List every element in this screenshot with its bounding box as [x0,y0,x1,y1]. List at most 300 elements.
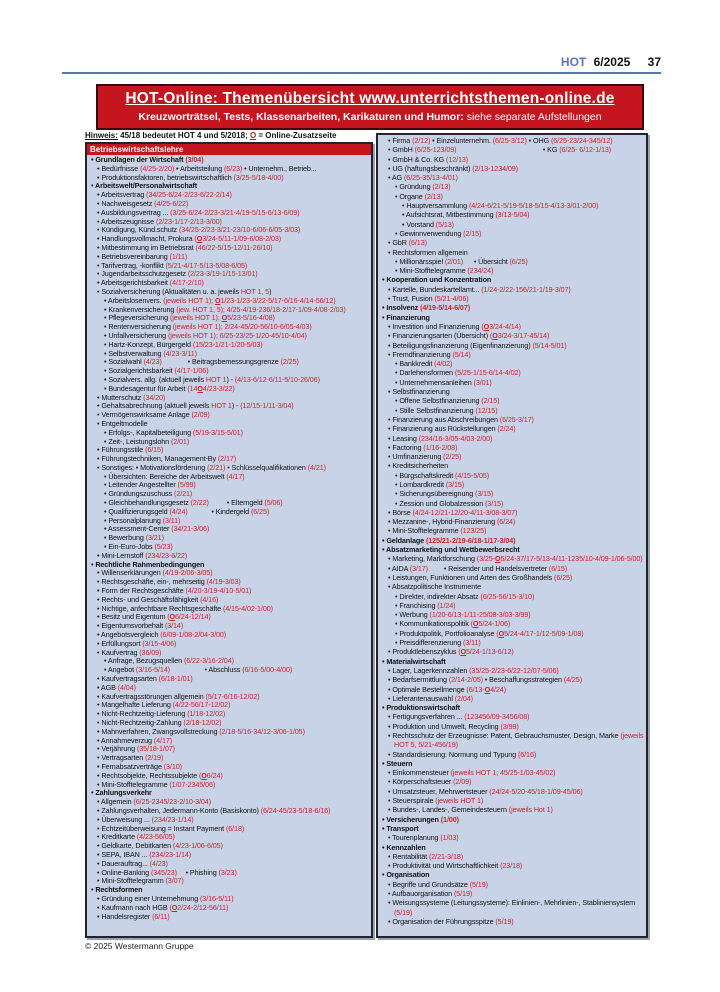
issue-reference: (234/23-1/14) [149,849,192,859]
topic-text: • GmbH [388,145,415,155]
topic-text: • GmbH & Co. KG [388,154,447,164]
topic-text: • Gründung [395,182,433,192]
topic-text: • Produktion und Umwelt, Recycling [388,721,501,731]
topic-text: • Mini-Lernstoff [97,550,146,560]
topic-text: • Assessment-Center [104,524,172,534]
topic-text: • Versicherungen [382,814,441,824]
topic-text: • Arbeitsteilung [174,163,225,173]
topic-text: • Fremdfinanzierung [388,349,453,359]
issue-reference: (6/25-3/12) [492,136,527,145]
topic-text: • Produktionswirtschaft [382,703,461,713]
toc-line [380,182,644,191]
issue-reference: ( [169,902,172,912]
topic-text: • Organisation der Führungsspitze [388,916,496,926]
topic-text: • Leasing [388,433,419,443]
topic-text: • Rechtsformen allgemein [388,247,468,257]
topic-text: • Bundesagentur für Arbeit [104,383,188,393]
topic-text: • Produktpolitik, Portfolioanalyse [395,628,497,638]
topic-text: • Millionärsspiel [395,256,445,266]
toc-line [380,833,644,842]
issue-reference: (34/25-2/23-3/21-23/10-6/06-6/05-3/03) [178,225,301,235]
topic-text: • Absatzmarketing und Wettbewerbsrecht [382,545,520,555]
title-banner [96,84,644,130]
issue-reference: (6/25- 6/12-1/13) [559,145,612,155]
topic-text: • Standardisierung: Normung und Typung [388,749,518,759]
topic-text: • Beteiligungsfinanzierung (Eigenfinanzierung) [388,340,533,350]
issue-reference: (5/23) [154,542,173,552]
issue-reference: (2/13-1234/09) [472,163,518,173]
toc-line [380,471,644,480]
issue-reference: (3/11) [162,515,181,525]
topic-text: • Sozialwahl [104,357,144,367]
hint-note [85,131,336,140]
issue-reference: (6/15) [548,563,568,573]
hint-label: Hinweis: [85,131,118,140]
topic-text: • Franchising [395,600,438,610]
issue-reference: (15/23-1/21-1/20-5/03) [192,339,263,349]
toc-line [380,712,644,721]
toc-line [380,554,644,563]
issue-reference: O [201,770,207,780]
topic-text: • Investition und Finanzierung [388,321,482,331]
issue-reference: (4/16) [200,594,219,604]
topic-text: • Mini-Stofftelegramme [388,526,461,536]
issue-reference: HOT 1, 5 [240,286,270,296]
issue-reference: (6/24-45/23-5/18-6/16) [260,805,331,815]
toc-line [380,489,644,498]
topic-text: • Produktlebenszyklus [388,647,459,657]
issue-reference: (5/21-4/06) [434,294,469,304]
issue-reference: (4/25) [563,675,582,685]
issue-reference: (234/23-1/14) [151,814,194,824]
topic-text: • Gründungszuschuss [104,489,175,499]
topic-text: • GbR [388,238,409,248]
topic-text: • Mini-Stofftelegramme [395,266,468,276]
toc-line [380,350,644,359]
topic-text: • Mutterschutz [97,392,144,402]
topic-text: • Einzelunternehm. [430,136,493,145]
issue-reference: (4/15-4/02-1/00) [222,603,273,613]
topic-text: • Kaufvertrag [97,647,140,657]
issue-reference: O [472,619,479,629]
topic-text: • Elterngeld [226,498,265,508]
topic-text: • Bürgschaftskredit [395,470,456,480]
issue-reference: (4/25-6/22) [154,198,189,208]
topic-text: • Geldkarte, Debitkarten [97,841,173,851]
toc-line [380,619,644,628]
topic-text: • Nichtige, anfechtbare Rechtsgeschäfte [97,603,223,613]
toc-line [380,201,644,210]
topic-text: • Übersichten: Bereiche der Arbeitswelt [104,471,227,481]
issue-reference: (3/25-5/18-4/00) [233,172,284,182]
issue-reference: (6/24) [496,517,516,527]
topic-text: • Vertragsarten [97,753,146,763]
toc-line [380,824,644,833]
topic-text: • Gründung einer Unternehmung [97,893,201,903]
toc-line [380,406,644,415]
issue-reference: (2/15) [463,228,482,238]
issue-reference: (3/17) [409,563,428,573]
topic-text: • Krankenversicherung [104,304,177,314]
issue-reference: (125/21-2/19-6/18-1/17-3/04) [425,535,516,545]
issue-reference: (123456/09-3456/08) [464,712,530,722]
brand-label: HOT [560,55,587,69]
issue-reference: (4/13-6/12-6/11-5/10-26/06) [234,374,320,384]
issue-reference: (3/04) [185,155,204,164]
topic-text: • Bankkredit [395,359,435,369]
topic-text: • Allgemein [97,797,134,807]
topic-text: • Umsatzsteuer, Mehrwertsteuer [388,786,490,796]
toc-line [380,517,644,526]
topic-text: • Tarifvertrag, -konflikt [97,260,166,270]
topic-text: • Sozialvers. allg. (aktuell jeweils [104,374,206,384]
topic-text: • Annahmeverzug [97,735,154,745]
issue-reference: O [221,313,228,323]
issue-reference: (6/25) [554,572,573,582]
issue-reference: (4/17) [153,735,173,745]
topic-text: • Fertigungsverfahren ... [388,712,465,722]
topic-text: • Darlehensformen [395,368,455,378]
topic-text: • Marketing, Marktforschung [388,554,477,564]
toc-line [380,582,644,591]
toc-line [380,898,644,917]
topic-text: • Kennzahlen [382,842,426,852]
topic-text: • KG [542,145,560,155]
issue-reference: (2/14-2/05) [448,675,483,685]
issue-reference: O [197,383,203,393]
issue-reference: (jeweils HOT 1); [163,295,215,305]
issue-reference: (2/13) [432,182,451,192]
toc-line [380,601,644,610]
issue-reference: (6/25-35/13-4/01) [404,173,458,183]
topic-text: • Direkter, indirekter Absatz [395,591,481,601]
issue-reference: (2/01) [170,436,190,446]
topic-text: • Rechtsschutz der Erzeugnisse: Patent, Gebrauchsmuster, Design, Marke [388,731,621,740]
toc-line [380,731,644,750]
issue-reference: (5/25-1/15-6/14-4/02) [454,368,521,378]
issue-reference: (2/18-5/16-34/12-3/06-1/05) [219,726,305,736]
toc-line [380,424,644,433]
toc-line [380,275,644,284]
toc-line [380,164,644,173]
issue-reference: (6/25-56/15-3/10) [480,591,535,601]
topic-text: • Firma [388,136,413,145]
issue-reference: (4/17) [226,471,245,481]
header-rule [62,72,661,74]
toc-line [380,415,644,424]
issue-reference: 5/24-1/13-6/12) [466,647,514,657]
topic-text: • Optimale Bestellmenge [388,684,467,694]
toc-line [380,341,644,350]
issue-reference: (6/25-23/24-345/12) [550,136,613,145]
topic-text: • UG (haftungsbeschränkt) [388,163,473,173]
issue-reference: (6/25) [250,506,270,516]
issue-reference: ( [489,331,493,341]
topic-text: • Angebotsvergleich [97,630,161,640]
topic-text: • Reisender und Handelsvertreter [443,563,549,573]
topic-text: • Werbung [395,610,430,620]
issue-reference: 3/24-5/11-1/09-6/08-2/03) [202,234,282,244]
toc-line [380,917,644,926]
issue-reference: ( [199,770,202,780]
topic-text: • Arbeitsgerichtsbarkeit [97,278,170,288]
issue-reference: (3/07) [165,876,184,886]
issue-reference: O [169,612,176,622]
toc-line [380,592,644,601]
toc-line [380,313,644,322]
topic-text: • Dauerauftrag... [97,858,150,868]
issue-reference: (2/12) [412,136,431,145]
toc-line [380,285,644,294]
topic-text: • Kommunikationspolitik [395,619,471,629]
toc-line [380,777,644,786]
topic-text: • Mini-Stofftelegramme [97,779,170,789]
issue-reference: (46/22-5/15-12/11-26/10) [195,242,273,252]
issue-reference: (3/15) [475,489,494,499]
issue-label: 6/2025 [593,55,631,69]
topic-text: • Fernabsatzverträge [97,761,164,771]
issue-reference: (1/20-6/13-1/11-25/08-3/03-3/99) [429,610,531,620]
toc-line [380,694,644,703]
topic-text: • Kartelle, Bundeskartellamt... [388,284,482,294]
issue-reference: (3/15) [485,498,504,508]
issue-reference: (5/99) [177,480,196,490]
issue-reference: (12/15) [475,405,498,415]
topic-text: • Besitz und Eigentum [97,612,168,622]
toc-line [380,294,644,303]
toc-line [380,461,644,470]
topic-text: • Angebot [104,665,136,675]
issue-reference: (3/16-5/14) [135,665,170,675]
issue-reference: O [498,628,505,638]
toc-line [380,703,644,712]
toc-line [89,913,369,922]
issue-reference: (6/15) [145,445,164,455]
issue-reference: (3/25- [476,554,495,564]
topic-text: • Transport [382,823,419,833]
toc-line [380,545,644,554]
issue-reference: (4/19-5/14-6/07) [420,303,471,313]
topic-text: • Zeit-, Leistungslohn [104,436,171,446]
toc-line [380,759,644,768]
topic-text: • Absatzpolitische Instrumente [388,582,482,592]
issue-reference: (6/09-1/08-2/04-3/00) [160,630,227,640]
toc-line [380,647,644,656]
section-title-bar: Betriebswirtschaftslehre [87,144,371,155]
right-topic-list [378,135,646,926]
topic-text: • Führungstechniken, Management-By [97,454,218,464]
issue-reference: (jeweils HOT 1); 6/25-23/25-1/20-45/10-4/04) [167,330,307,340]
topic-text: • Finanzierung aus Rückstellungen [388,424,498,434]
toc-line [380,220,644,229]
toc-line [380,870,644,879]
topic-text: • SEPA, IBAN ... [97,849,150,859]
topic-text: • Factoring [388,442,424,452]
topic-text: • Unfallversicherung [104,330,168,340]
topic-text: • AIDA [388,563,410,573]
issue-reference: (6/11) [152,911,170,921]
hint-online-marker: O [249,131,257,140]
topic-text: • Phishing [185,867,219,877]
issue-reference: (14 [187,383,198,393]
issue-reference: 4/23-3/22) [202,383,235,393]
toc-line [380,238,644,247]
topic-text: • Kaufmann nach HGB [97,902,170,912]
issue-reference: (2/09) [191,410,210,420]
issue-reference: O [483,321,490,331]
topic-text: • Lieferantenauswahl [388,693,455,703]
topic-text: • Materialwirtschaft [382,656,446,666]
toc-line [380,526,644,535]
issue-reference: ( [458,647,461,657]
topic-text: • Zession und Globalzession [395,498,486,508]
issue-reference: (3/21) [145,533,164,543]
topic-text: • AG [388,173,404,183]
toc-line [380,796,644,805]
issue-reference: (2/21-3/18) [428,851,464,861]
topic-text: • Arbeitsvertrag [97,190,147,200]
topic-text: • Leistungen, Funktionen und Arten des Großhandels [388,572,555,582]
topic-text: • Vorstand [402,219,436,229]
topic-text: • Produktionsfaktoren, betriebswirtschaftlich [97,172,234,182]
toc-line [380,210,644,219]
issue-reference: (5/14) [452,349,471,359]
issue-reference: (12/13) [446,154,469,164]
topic-text: • Aufsichtsrat, Mitbestimmung [402,210,496,220]
topic-text: • Mitbestimmung im Betriebsrat [97,242,196,252]
issue-reference: (1/03) [440,833,459,843]
topic-text: • Lager, Lagerkennzahlen [388,665,470,675]
topic-text: • Arbeitswelt/Personalwirtschaft [91,181,198,191]
issue-reference: (6/25-123/09) [414,145,457,155]
issue-reference: (6/22-3/16-2/04) [183,656,234,666]
issue-reference: O [460,647,467,657]
topic-text: • Nicht-Rechtzeitig-Lieferung [97,709,188,719]
topic-text: • Handelsregister [97,911,153,921]
issue-reference: (1/18-12/02) [187,709,226,719]
issue-reference: (5/19) [469,879,488,889]
topic-text: • Sozialgerichtsbarkeit [104,366,175,376]
toc-line [380,257,644,266]
right-topic-box [376,133,648,938]
toc-line [380,573,644,582]
issue-reference: (3/11) [463,638,481,648]
topic-text: • Steuern [382,758,413,768]
issue-reference: (3/14) [164,621,184,631]
hint-text-after: = Online-Zusatzseite [256,131,337,140]
issue-reference: (3/01) [473,377,492,387]
issue-reference: (12/15-1/11-3/04) [240,401,294,411]
issue-reference: (4/19-3/03) [206,577,241,587]
topic-text: • Rentenversicherung [104,322,173,332]
issue-reference: (345/23) [150,867,177,877]
topic-text: • Erfolgs-, Kapitalbeteiligung [104,427,193,437]
topic-text: • Selbstfinanzierung [388,387,450,397]
banner-title-link[interactable]: HOT-Online: Themenübersicht www.unterrichtsthemen-online.de [125,90,615,107]
topic-text: • Zahlungsverkehr [91,788,152,798]
toc-line [380,629,644,638]
issue-reference: (1/07-2345/06) [169,779,216,789]
issue-reference: O [196,234,203,244]
topic-text: • Organe [395,191,425,201]
toc-line [380,368,644,377]
toc-line [380,248,644,257]
topic-text: • Bedarfsermittlung [388,675,449,685]
issue-reference: (2/24) [497,424,516,434]
issue-reference: (35/18-1/07) [136,744,175,754]
topic-text: • Betriebsvereinbarung [97,251,170,261]
toc-line [380,136,644,145]
topic-text: • Trust, Fusion [388,294,435,304]
issue-reference: (4/02) [434,359,453,369]
topic-text: • Produktivität und Wirtschaftlichkeit [388,861,501,871]
left-topic-list [87,155,371,921]
issue-reference: 5/24-1/06) [478,619,511,629]
issue-reference: (234/24) [467,266,494,276]
issue-reference: (5/19) [394,907,413,917]
issue-reference: (6/13- [466,684,485,694]
toc-line [380,396,644,405]
topic-text: • Insolvenz [382,303,421,313]
topic-text: • Beschaffungsstrategien [482,675,564,685]
issue-reference: (4/20-3/19-4/10-5/01) [185,586,252,596]
issue-reference: (34/25-6/24-2/23-6/22-2/14) [146,190,232,200]
topic-text: • Preisdifferenzierung [395,638,464,648]
topic-text: • Nicht-Rechtzeitig-Zahlung [97,718,184,727]
issue-reference: (6/25-3/17) [499,414,534,424]
topic-text: ) [269,286,272,296]
toc-line [380,657,644,666]
topic-text: • Zahlungsverhalten, Jedermann-Konto (Basiskonto) [97,805,261,815]
issue-reference: (jeweils HOT 5, 5/21-456/19) [394,731,644,750]
issue-reference: (jeweils HOT 1) [435,796,484,806]
topic-text: • Geldanlage [382,535,426,545]
topic-text: • Sonstiges: • Motivationsförderung [97,462,208,472]
issue-reference: O [171,902,178,912]
topic-text: • Kaufvertragsstörungen allgemein [97,691,206,701]
issue-reference: 6/24-12/14) [175,612,211,622]
topic-text: • Vermögenswirksame Anlage [97,410,192,420]
issue-reference: (jew. HOT 1, 5); 4/25-4/19-236/18-2/17-1/09-4/08-2/03) [176,304,346,314]
topic-text: • Finanzierung aus Abschreibungen [388,414,500,424]
toc-line [380,480,644,489]
issue-reference: HOT 1 [205,374,227,384]
topic-text: • Arbeitszeugnisse [97,216,156,226]
topic-text: • Eigentumsvorbehalt [97,621,165,631]
issue-reference: (4/24-6/21-5/19-5/18-5/15-4/13-3/01-2/00) [468,201,599,211]
toc-line [380,880,644,889]
issue-reference: (3/25-6/24-2/23-3/21-4/19-5/15-6/13-6/09) [170,207,300,217]
toc-line [380,768,644,777]
issue-reference: (4/21) [307,462,326,472]
issue-reference: 5/24-4/17-1/12-5/09-1/08) [504,628,584,638]
topic-text: • Bundes-, Landes-, Gemeindesteuern [388,805,509,815]
topic-text: • Sicherungsübereignung [395,489,476,499]
issue-reference: (4/04) [117,682,136,692]
topic-text: • Schlüsselqualifikationen [225,462,308,472]
topic-text: • Online-Banking [97,867,151,877]
topic-text: • Gehaltsabrechnung (aktuell jeweils [97,401,212,411]
toc-line [380,331,644,340]
topic-text: • Leitender Angestellter [104,480,178,490]
issue-reference: (35/25-2/23-6/22-12/07-5/06) [469,665,559,675]
topic-text: • Rechtsobjekte, Rechtssubjekte [97,770,199,780]
issue-reference: (2/25) [443,452,462,462]
topic-text: • Steuerspirale [388,796,436,806]
issue-reference: (4/24-12/21-12/20-4/11-3/08-3/07) [412,507,518,517]
issue-reference: (6/18) [225,823,245,833]
toc-line [380,359,644,368]
